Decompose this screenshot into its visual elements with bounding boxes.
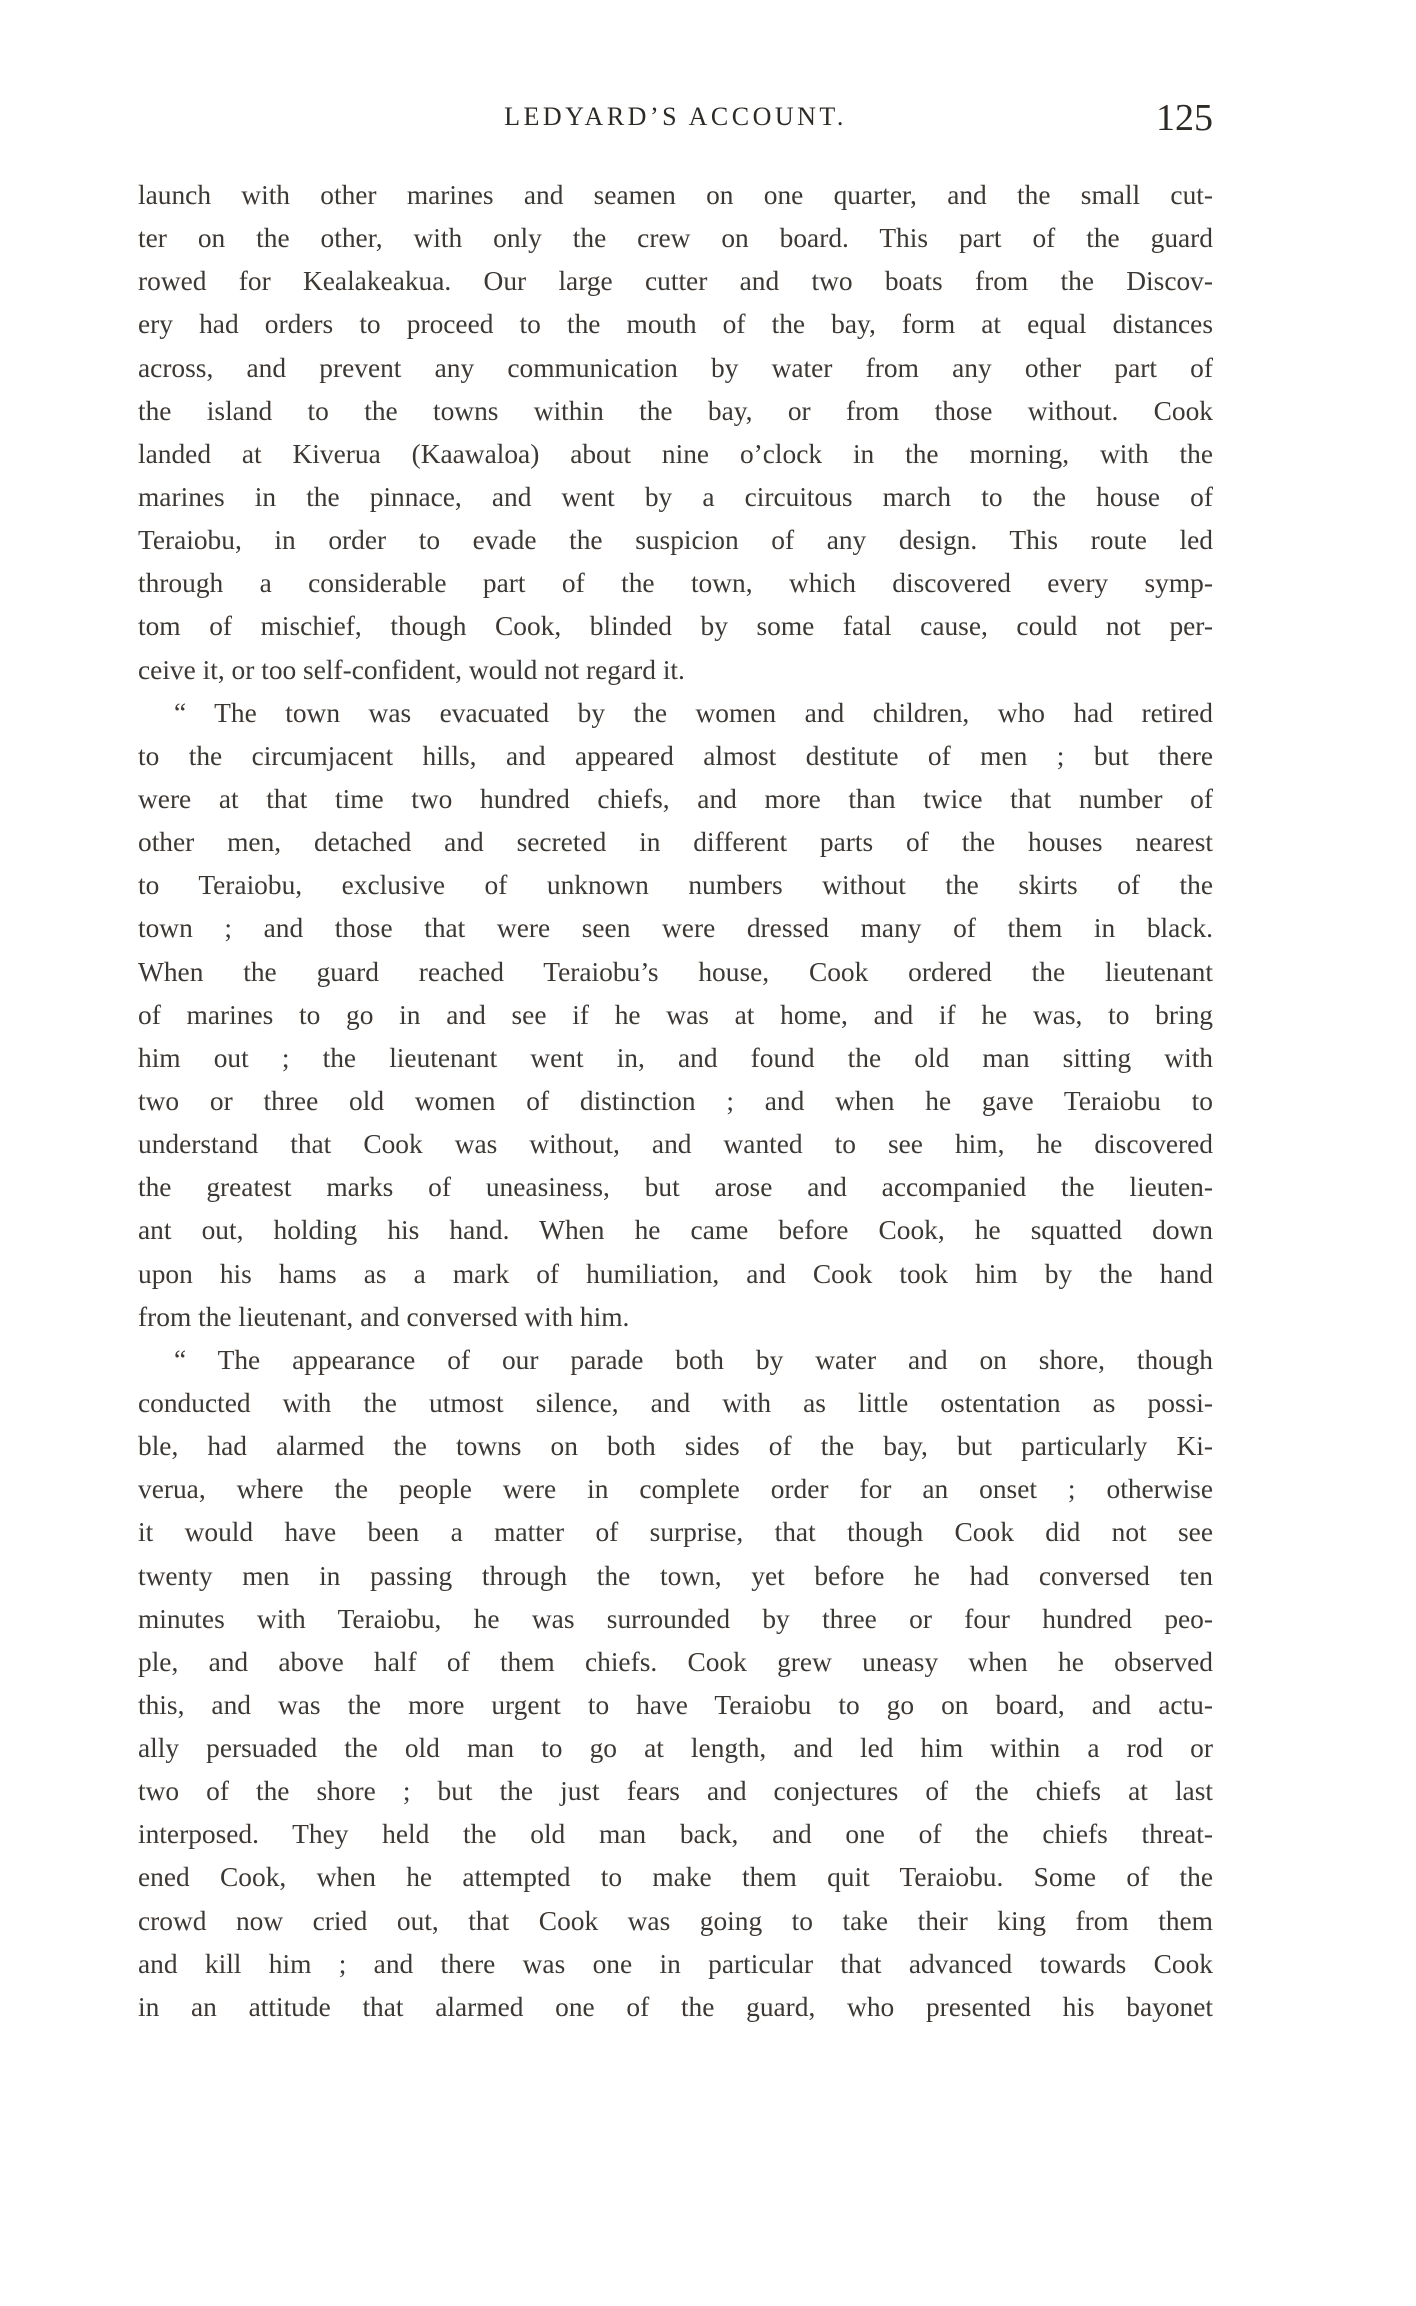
text-line: ally persuaded the old man to go at length, and led him within a rod or: [138, 1733, 1213, 1764]
text-line: When the guard reached Teraiobu’s house, Cook ordered the lieutenant: [138, 956, 1213, 987]
text-line: ple, and above half of them chiefs. Cook grew uneasy when he observed: [138, 1646, 1213, 1677]
text-line: were at that time two hundred chiefs, and more than twice that number of: [138, 783, 1213, 814]
text-line: the greatest marks of uneasiness, but arose and accompanied the lieuten-: [138, 1172, 1213, 1203]
text-line: of marines to go in and see if he was at home, and if he was, to bring: [138, 999, 1213, 1030]
text-line: through a considerable part of the town, which discovered every symp-: [138, 568, 1213, 599]
text-line: from the lieutenant, and conversed with him.: [138, 1301, 630, 1332]
text-line: this, and was the more urgent to have Teraiobu to go on board, and actu-: [138, 1689, 1213, 1720]
page-title: LEDYARD’S ACCOUNT.: [504, 102, 847, 131]
text-line: upon his hams as a mark of humiliation, and Cook took him by the hand: [138, 1258, 1213, 1289]
text-line: two or three old women of distinction ; and when he gave Teraiobu to: [138, 1085, 1213, 1116]
text-line: minutes with Teraiobu, he was surrounded by three or four hundred peo-: [138, 1603, 1213, 1634]
text-line: to the circumjacent hills, and appeared almost destitute of men ; but there: [138, 740, 1213, 771]
text-line: rowed for Kealakeakua. Our large cutter and two boats from the Discov-: [138, 266, 1213, 297]
text-line: interposed. They held the old man back, and one of the chiefs threat-: [138, 1819, 1213, 1850]
text-line: crowd now cried out, that Cook was going to take their king from them: [138, 1905, 1213, 1936]
text-line: ery had orders to proceed to the mouth of the bay, form at equal distances: [138, 309, 1213, 340]
text-line: verua, where the people were in complete order for an onset ; otherwise: [138, 1474, 1213, 1505]
text-line: to Teraiobu, exclusive of unknown numbers without the skirts of the: [138, 870, 1213, 901]
text-line: tom of mischief, though Cook, blinded by some fatal cause, could not per-: [138, 611, 1213, 642]
text-line: two of the shore ; but the just fears and conjectures of the chiefs at last: [138, 1776, 1213, 1807]
page-number: 125: [1156, 97, 1213, 139]
text-line: and kill him ; and there was one in particular that advanced towards Cook: [138, 1948, 1213, 1979]
text-line: launch with other marines and seamen on one quarter, and the small cut-: [138, 180, 1213, 210]
text-line: the island to the towns within the bay, or from those without. Cook: [138, 395, 1213, 426]
running-head: [138, 96, 1213, 146]
text-line: it would have been a matter of surprise, that though Cook did not see: [138, 1517, 1213, 1548]
text-line: town ; and those that were seen were dressed many of them in black.: [138, 913, 1213, 944]
text-line: ter on the other, with only the crew on board. This part of the guard: [138, 223, 1213, 254]
text-line: landed at Kiverua (Kaawaloa) about nine o’clock in the morning, with the: [138, 438, 1213, 469]
text-line: twenty men in passing through the town, yet before he had conversed ten: [138, 1560, 1213, 1591]
text-line: ceive it, or too self-confident, would not regard it.: [138, 654, 685, 685]
paragraph-start-line: “ The appearance of our parade both by water and on shore, though: [174, 1344, 1213, 1375]
text-line: in an attitude that alarmed one of the guard, who presented his bayonet: [138, 1991, 1213, 2022]
body-text: [138, 174, 1213, 2029]
text-line: understand that Cook was without, and wanted to see him, he discovered: [138, 1129, 1213, 1160]
text-line: other men, detached and secreted in different parts of the houses nearest: [138, 827, 1213, 858]
text-line: ened Cook, when he attempted to make them quit Teraiobu. Some of the: [138, 1862, 1213, 1893]
text-line: ble, had alarmed the towns on both sides of the bay, but particularly Ki-: [138, 1431, 1213, 1462]
paragraph-start-line: “ The town was evacuated by the women and children, who had retired: [174, 697, 1213, 728]
text-line: ant out, holding his hand. When he came before Cook, he squatted down: [138, 1215, 1213, 1246]
text-line: him out ; the lieutenant went in, and found the old man sitting with: [138, 1042, 1213, 1073]
text-line: across, and prevent any communication by water from any other part of: [138, 352, 1213, 383]
text-line: conducted with the utmost silence, and with as little ostentation as possi-: [138, 1387, 1213, 1418]
text-line: marines in the pinnace, and went by a circuitous march to the house of: [138, 481, 1213, 512]
text-line: Teraiobu, in order to evade the suspicion of any design. This route led: [138, 525, 1213, 556]
